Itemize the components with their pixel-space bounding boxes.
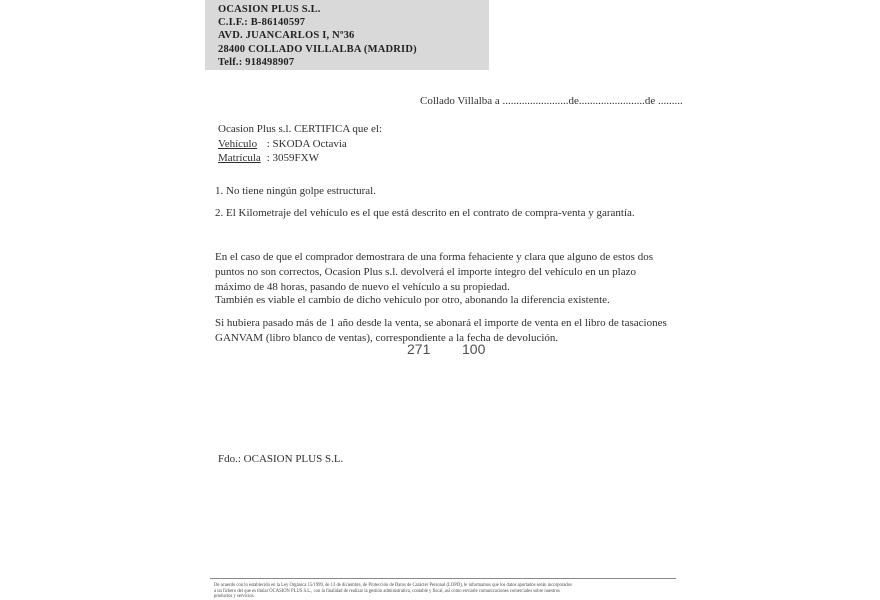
- coordinate-label-100: 100: [462, 341, 486, 357]
- company-phone: Telf.: 918498907: [218, 56, 295, 68]
- certify-block: [218, 122, 382, 166]
- exchange-paragraph: También es viable el cambio de dicho vehículo por otro, abonando la diferencia existente.: [215, 294, 610, 306]
- plate-label: Matrícula: [218, 152, 261, 164]
- company-cif: C.I.F.: B-86140597: [218, 17, 306, 29]
- vehicle-row: [218, 137, 382, 152]
- vehicle-label: Vehículo: [218, 137, 258, 150]
- company-address: AVD. JUANCARLOS I, Nº36: [218, 30, 355, 42]
- date-line: Collado Villalba a ........................de........................de .........: [420, 95, 683, 107]
- refund-paragraph: En el caso de que el comprador demostrara de una forma fehaciente y clara que alguno de estos dos puntos no son correctos, Ocasion Plus s.l. devolverá el importe íntegro del vehículo en un plazo máximo de 48 horas, pasando de nuevo el vehículo a su propiedad.: [215, 251, 653, 293]
- certify-intro: Ocasion Plus s.l. CERTIFICA que el:: [218, 123, 383, 135]
- certified-point-1: 1. No tiene ningún golpe estructural.: [215, 185, 376, 197]
- coordinate-label-271: 271: [407, 341, 431, 357]
- vehicle-value: : SKODA Octavia: [266, 137, 347, 150]
- plate-row: [218, 151, 382, 166]
- company-header-block: [205, 0, 489, 70]
- company-name: OCASION PLUS S.L.: [218, 4, 321, 15]
- footer-divider: [210, 578, 676, 579]
- after-year-paragraph: Si hubiera pasado más de 1 año desde la venta, se abonará el importe de venta en el libro de tasaciones GANVAM (libro blanco de ventas), correspondiente a la fecha de devolución.: [215, 317, 667, 344]
- signature-line: Fdo.: OCASION PLUS S.L.: [218, 453, 344, 465]
- certified-point-2: 2. El Kilometraje del vehículo es el que está descrito en el contrato de compra-venta y garantía.: [215, 207, 635, 219]
- plate-value: : 3059FXW: [266, 152, 319, 164]
- lopd-disclaimer: De acuerdo con lo establecido en la Ley Orgánica 15/1999, de 13 de diciembre, de Protección de Datos de Carácter Personal (LOPD), le informamos que los datos aportados serán incorporados a un fichero del que es titular OCASION PLUS S.L., con la finalidad de realizar la gestión administrativa, contable y fiscal, así como enviarle comunicaciones comerciales sobre nuestros productos y servicios.: [214, 582, 572, 599]
- company-city: 28400 COLLADO VILLALBA (MADRID): [218, 43, 417, 55]
